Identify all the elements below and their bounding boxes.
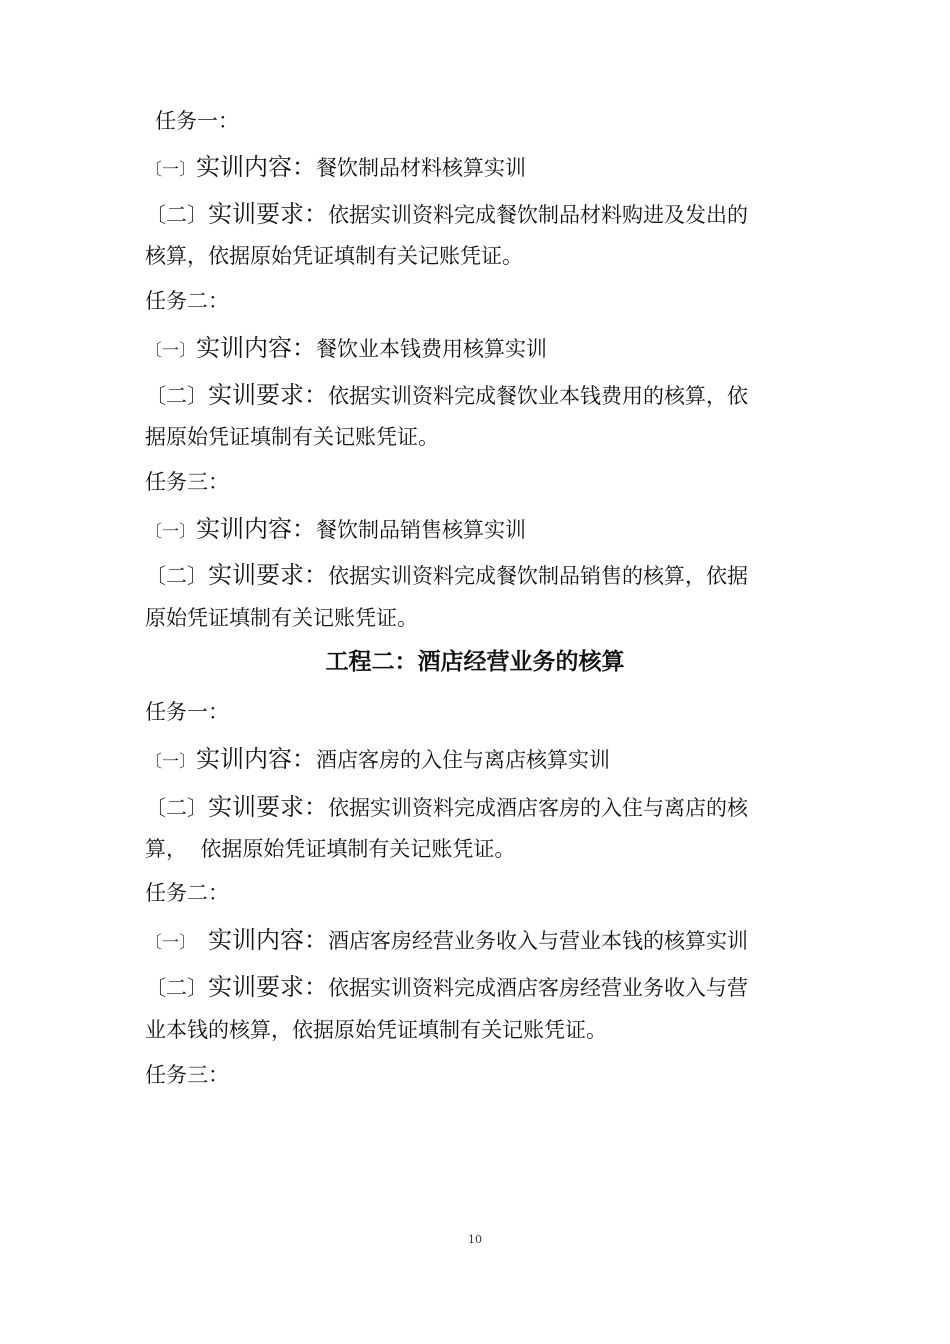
task-3-requirement	[145, 560, 800, 591]
task-1-requirement-cont: 核算，依据原始凭证填制有关记账凭证。	[145, 244, 523, 268]
task-2-label: 任务二：	[145, 289, 229, 313]
content-bracket: 〔一〕	[145, 522, 196, 542]
content-bracket: 〔一〕	[145, 752, 196, 772]
content-bracket: 〔一〕	[145, 341, 196, 361]
section-title: 工程二：酒店经营业务的核算	[325, 649, 625, 675]
s2-task-1-requirement	[145, 792, 800, 823]
task-2-requirement	[145, 380, 800, 411]
task-2-content	[145, 333, 800, 366]
req-bracket: 〔二〕	[145, 564, 208, 588]
task-1-requirement	[145, 199, 800, 230]
req-bracket: 〔二〕	[145, 976, 208, 1000]
req-key: 实训要求：	[208, 381, 328, 409]
content-key: 实训内容：	[196, 334, 316, 362]
s2-task-2-content	[145, 925, 800, 958]
req-key: 实训要求：	[208, 200, 328, 228]
content-key: 实训内容：	[196, 153, 316, 181]
content-text: 餐饮业本钱费用核算实训	[316, 337, 547, 361]
s2-task-2-requirement	[145, 972, 800, 1003]
content-bracket: 〔一〕	[145, 933, 196, 953]
s2-task-2-label: 任务二：	[145, 881, 229, 905]
s2-task-3-label: 任务三：	[145, 1063, 229, 1087]
task-3-content	[145, 514, 800, 547]
req-key: 实训要求：	[208, 973, 328, 1001]
req-text: 依据实训资料完成餐饮业本钱费用的核算，依	[328, 384, 748, 408]
req-text: 依据实训资料完成酒店客房经营业务收入与营	[328, 976, 748, 1000]
s2-task-1-content	[145, 744, 800, 777]
req-bracket: 〔二〕	[145, 203, 208, 227]
req-key: 实训要求：	[208, 793, 328, 821]
s2-task-1-requirement-cont: 算， 依据原始凭证填制有关记账凭证。	[145, 837, 516, 861]
req-text: 依据实训资料完成餐饮制品材料购进及发出的	[328, 203, 748, 227]
req-bracket: 〔二〕	[145, 384, 208, 408]
content-text: 餐饮制品销售核算实训	[316, 518, 526, 542]
task-1-label: 任务一：	[155, 109, 239, 133]
content-text: 餐饮制品材料核算实训	[316, 156, 526, 180]
req-bracket: 〔二〕	[145, 796, 208, 820]
task-3-label: 任务三：	[145, 470, 229, 494]
req-text: 依据实训资料完成餐饮制品销售的核算，依据	[328, 564, 748, 588]
task-2-requirement-cont: 据原始凭证填制有关记账凭证。	[145, 425, 439, 449]
req-key: 实训要求：	[208, 561, 328, 589]
content-text: 酒店客房的入住与离店核算实训	[316, 748, 610, 772]
content-key: 实训内容：	[208, 926, 328, 954]
s2-task-2-requirement-cont: 业本钱的核算，依据原始凭证填制有关记账凭证。	[145, 1018, 607, 1042]
task-1-content	[145, 152, 800, 185]
content-key: 实训内容：	[196, 745, 316, 773]
page-number: 10	[468, 1233, 482, 1246]
task-3-requirement-cont: 原始凭证填制有关记账凭证。	[145, 606, 418, 630]
req-text: 依据实训资料完成酒店客房的入住与离店的核	[328, 796, 748, 820]
s2-task-1-label: 任务一：	[145, 700, 229, 724]
content-text: 酒店客房经营业务收入与营业本钱的核算实训	[328, 929, 748, 953]
content-key: 实训内容：	[196, 515, 316, 543]
content-bracket: 〔一〕	[145, 160, 196, 180]
